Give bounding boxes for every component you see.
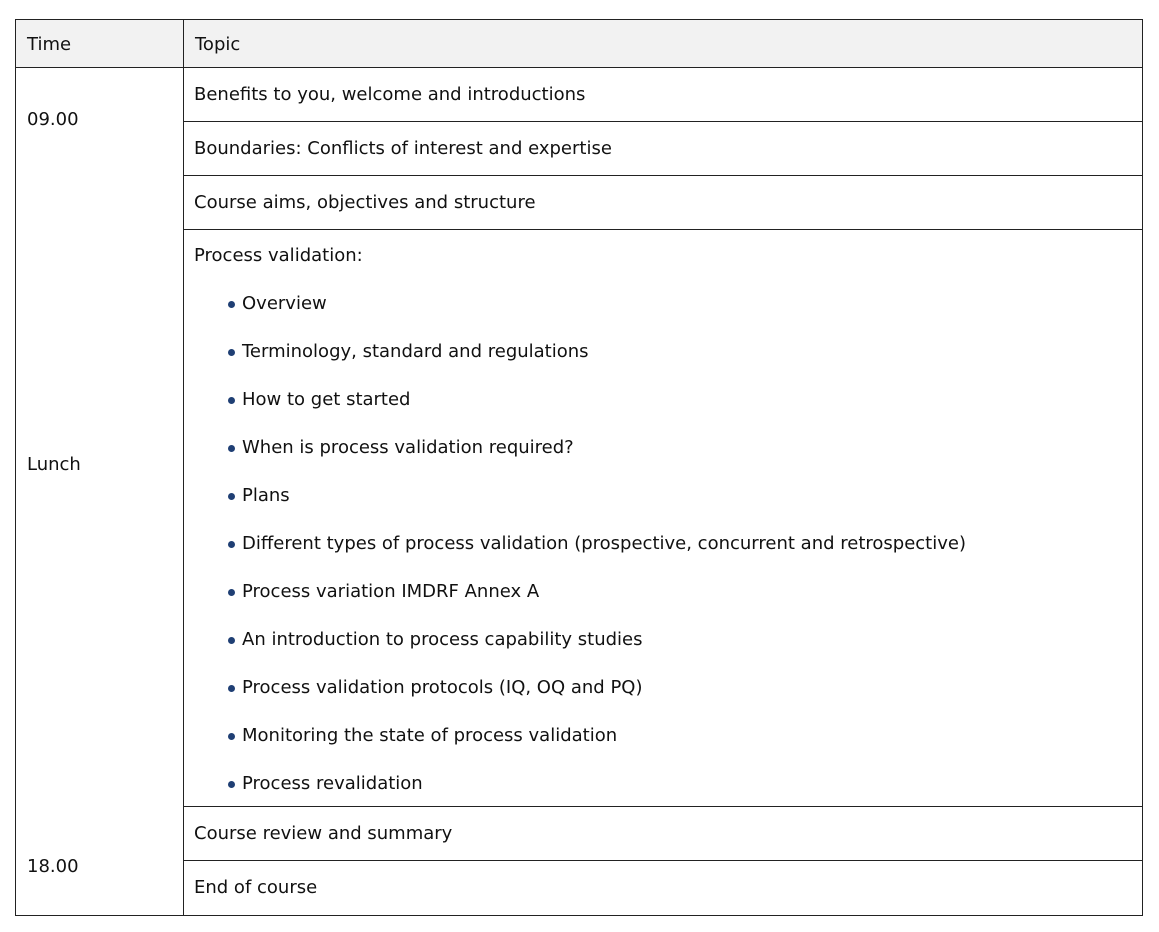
list-item: Plans xyxy=(228,485,966,533)
topic-text: Course review and summary xyxy=(194,823,453,844)
table-row xyxy=(184,68,1142,122)
list-item: Overview xyxy=(228,293,966,341)
list-item: Process validation protocols (IQ, OQ and PQ) xyxy=(228,677,966,725)
topic-text: End of course xyxy=(194,877,318,898)
list-item: Process revalidation xyxy=(228,773,966,821)
time-end: 18.00 xyxy=(27,856,79,877)
schedule-table xyxy=(15,19,1143,916)
bullet-icon xyxy=(228,445,235,452)
list-item: How to get started xyxy=(228,389,966,437)
table-row xyxy=(184,807,1142,861)
list-item: Process variation IMDRF Annex A xyxy=(228,581,966,629)
topic-text: Boundaries: Conflicts of interest and expertise xyxy=(194,138,612,159)
table-header-row xyxy=(16,20,1142,68)
bullet-icon xyxy=(228,541,235,548)
bullet-icon xyxy=(228,493,235,500)
table-row xyxy=(184,122,1142,176)
process-validation-row xyxy=(184,230,1142,807)
header-topic: Topic xyxy=(195,34,241,55)
list-item: Monitoring the state of process validation xyxy=(228,725,966,773)
bullet-icon xyxy=(228,301,235,308)
bullet-icon xyxy=(228,733,235,740)
list-item: When is process validation required? xyxy=(228,437,966,485)
time-morning: 09.00 xyxy=(27,109,79,130)
bullet-icon xyxy=(228,781,235,788)
process-validation-list xyxy=(228,293,966,821)
list-item: Different types of process validation (prospective, concurrent and retrospective) xyxy=(228,533,966,581)
bullet-icon xyxy=(228,685,235,692)
time-lunch: Lunch xyxy=(27,454,81,475)
topic-text: Course aims, objectives and structure xyxy=(194,192,536,213)
bullet-icon xyxy=(228,397,235,404)
bullet-icon xyxy=(228,637,235,644)
table-row xyxy=(184,176,1142,230)
bullet-icon xyxy=(228,589,235,596)
process-validation-heading: Process validation: xyxy=(194,245,363,266)
list-item: Terminology, standard and regulations xyxy=(228,341,966,389)
table-row xyxy=(184,861,1142,915)
bullet-icon xyxy=(228,349,235,356)
topic-text: Benefits to you, welcome and introductions xyxy=(194,84,586,105)
list-item: An introduction to process capability studies xyxy=(228,629,966,677)
header-time: Time xyxy=(27,34,72,55)
